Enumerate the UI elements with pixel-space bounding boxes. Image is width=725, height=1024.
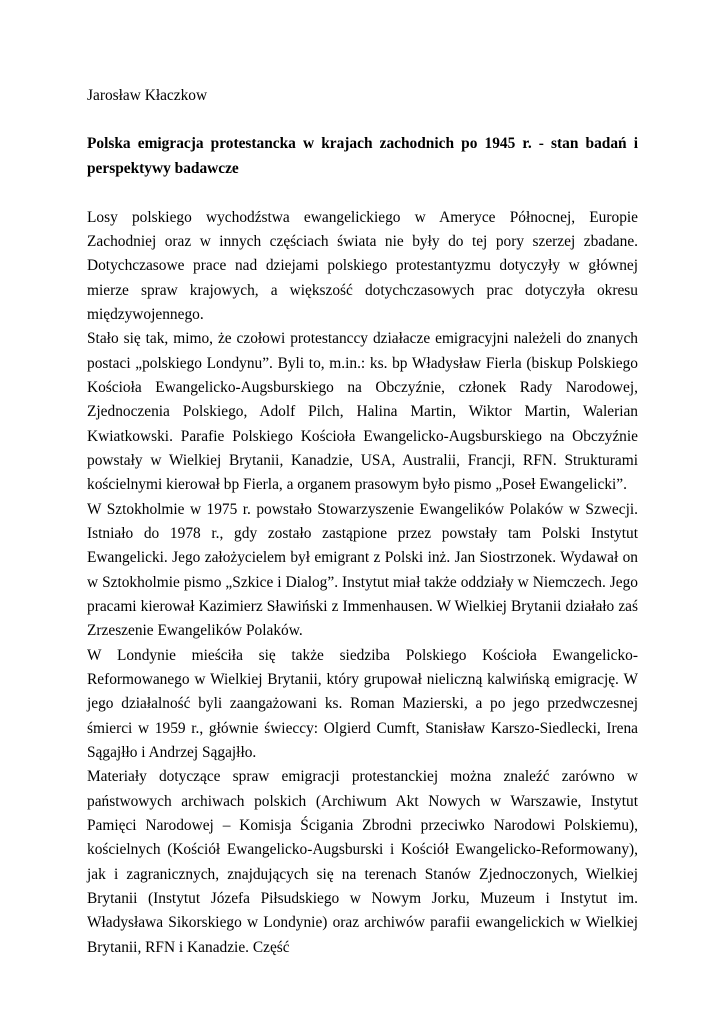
paragraph-3: W Sztokholmie w 1975 r. powstało Stowarzyszenie Ewangelików Polaków w Szwecji. Istniało do 1978 r., gdy zostało zastąpione przez powstały tam Polski Instytut Ewangelicki. Jego założycielem był emigrant z Polski inż. Jan Siostrzonek. Wydawał on w Sztokholmie pismo „Szkice i Dialog”. Instytut miał także oddziały w Niemczech. Jego pracami kierował Kazimierz Sławiński z Immenhausen. W Wielkiej Brytanii działało zaś Zrzeszenie Ewangelików Polaków. (87, 500, 638, 640)
paragraph-4: W Londynie mieściła się także siedziba Polskiego Kościoła Ewangelicko-Reformowanego w Wielkiej Brytanii, który grupował nieliczną kalwińską emigrację. W jego działalność byli zaangażowani ks. Roman Mazierski, a po jego przedwczesnej śmierci w 1959 r., głównie świeccy: Olgierd Cumft, Stanisław Karszo-Siedlecki, Irena Sągajłło i Andrzej Sągajłło. (87, 646, 638, 762)
article-title: Polska emigracja protestancka w krajach zachodnich po 1945 r. - stan badań i perspektywy badawcze (87, 135, 638, 177)
paragraph-2: Stało się tak, mimo, że czołowi protestanccy działacze emigracyjni należeli do znanych postaci „polskiego Londynu”. Byli to, m.in.: ks. bp Władysław Fierla (biskup Polskiego Kościoła Ewangelicko-Augsburskiego na Obczyźnie, członek Rady Narodowej, Zjednoczenia Polskiego, Adolf Pilch, Halina Martin, Wiktor Martin, Walerian Kwiatkowski. Parafie Polskiego Kościoła Ewangelicko-Augsburskiego na Obczyźnie powstały w Wielkiej Brytanii, Kanadzie, USA, Australii, Francji, RFN. Strukturami kościelnymi kierował bp Fierla, a organem prasowym było pismo „Poseł Ewangelicki”. (87, 330, 638, 494)
paragraph-5: Materiały dotyczące spraw emigracji protestanckiej można znaleźć zarówno w państwowych archiwach polskich (Archiwum Akt Nowych w Warszawie, Instytut Pamięci Narodowej – Komisja Ścigania Zbrodni przeciwko Narodowi Polskiemu), kościelnych (Kościół Ewangelicko-Augsburski i Kościół Ewangelicko-Reformowany), jak i zagranicznych, znajdujących się na terenach Stanów Zjednoczonych, Wielkiej Brytanii (Instytut Józefa Piłsudskiego w Nowym Jorku, Muzeum i Instytut im. Władysława Sikorskiego w Londynie) oraz archiwów parafii ewangelickich w Wielkiej Brytanii, RFN i Kanadzie. Część (87, 768, 638, 956)
document-body (87, 84, 638, 960)
author-name: Jarosław Kłaczkow (87, 87, 208, 104)
paragraph-1: Losy polskiego wychodźstwa ewangelickiego w Ameryce Północnej, Europie Zachodniej oraz w innych częściach świata nie były do tej pory szerzej zbadane. Dotychczasowe prace nad dziejami polskiego protestantyzmu dotyczyły w głównej mierze spraw krajowych, a większość dotychczasowych prac dotyczyła okresu międzywojennego. (87, 208, 638, 323)
